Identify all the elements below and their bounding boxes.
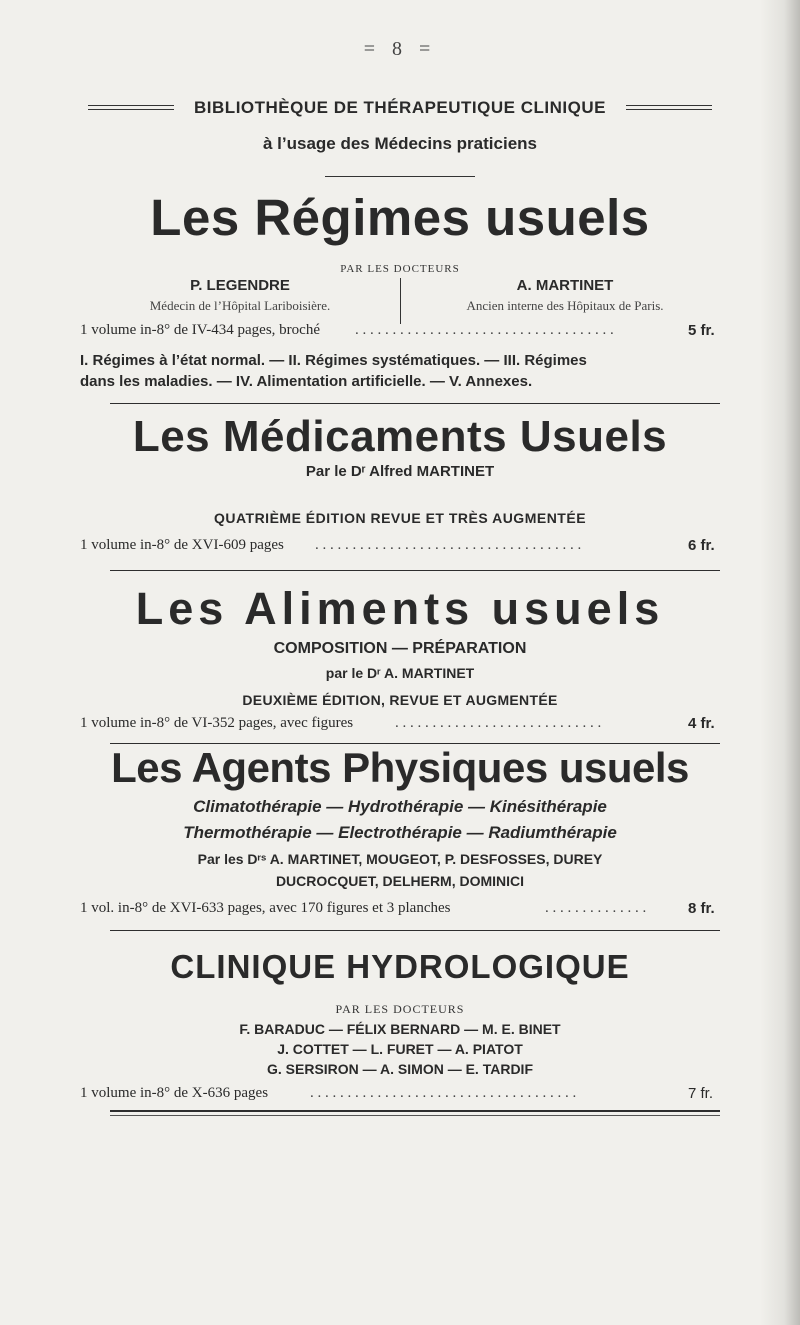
book-volume-aliments: 1 volume in-8° de VI-352 pages, avec figures <box>80 715 354 731</box>
series-title: BIBLIOTHÈQUE DE THÉRAPEUTIQUE CLINIQUE <box>194 98 606 117</box>
page-number: = 8 = <box>363 38 437 60</box>
header-double-rule-right <box>626 105 712 110</box>
book-price-aliments: 4 fr. <box>688 715 715 732</box>
book-authors-clinique-line1: F. BARADUC — FÉLIX BERNARD — M. E. BINET <box>239 1021 561 1037</box>
header-short-rule <box>325 176 475 177</box>
book-edition-aliments: DEUXIÈME ÉDITION, REVUE ET AUGMENTÉE <box>242 692 558 708</box>
book-authors-agents-line1: Par les Dʳˢ A. MARTINET, MOUGEOT, P. DESFOSSES, DUREY <box>197 851 603 867</box>
author-right-name: A. MARTINET <box>516 277 614 294</box>
book-volume-clinique: 1 volume in-8° de X-636 pages <box>80 1085 269 1101</box>
book-title-medicaments: Les Médicaments Usuels <box>132 412 668 461</box>
section-rule <box>110 930 720 931</box>
book-title-aliments: Les Aliments usuels <box>135 583 665 634</box>
book-price-agents: 8 fr. <box>688 900 715 917</box>
book-title-regimes: Les Régimes usuels <box>150 189 650 246</box>
book-price-clinique: 7 fr. <box>688 1085 714 1102</box>
leader-dots: . . . . . . . . . . . . . . <box>545 900 647 916</box>
book-volume-regimes: 1 volume in-8° de IV-434 pages, broché <box>80 322 320 338</box>
book-title-clinique: CLINIQUE HYDROLOGIQUE <box>170 948 630 985</box>
book-authors-intro-clinique: PAR LES DOCTEURS <box>335 1002 465 1016</box>
leader-dots: . . . . . . . . . . . . . . . . . . . . . . . . . . . . . . . . . . . <box>355 322 614 338</box>
series-subtitle: à l’usage des Médecins praticiens <box>262 134 537 153</box>
book-byline-medicaments: Par le Dʳ Alfred MARTINET <box>305 463 495 480</box>
book-price-regimes: 5 fr. <box>688 322 715 339</box>
book-topics-line1: Climatothérapie — Hydrothérapie — Kinésithérapie <box>193 797 607 816</box>
book-price-medicaments: 6 fr. <box>688 537 715 554</box>
footer-rule-thin <box>110 1115 720 1116</box>
author-left-role: Médecin de l’Hôpital Lariboisière. <box>149 298 331 313</box>
author-right-role: Ancien interne des Hôpitaux de Paris. <box>466 298 664 313</box>
section-rule <box>110 403 720 404</box>
book-authors-clinique-line3: G. SERSIRON — A. SIMON — E. TARDIF <box>266 1061 533 1077</box>
footer-rule <box>110 1110 720 1112</box>
book-authors-agents-line2: DUCROCQUET, DELHERM, DOMINICI <box>275 873 525 889</box>
book-volume-medicaments: 1 volume in-8° de XVI-609 pages <box>80 537 284 553</box>
book-authors-intro: PAR LES DOCTEURS <box>340 263 460 275</box>
book-edition-medicaments: QUATRIÈME ÉDITION REVUE ET TRÈS AUGMENTÉE <box>213 510 587 526</box>
book-topics-line2: Thermothérapie — Electrothérapie — Radiumthérapie <box>183 823 617 842</box>
section-rule <box>110 570 720 571</box>
book-contents-line2: dans les maladies. — IV. Alimentation artificielle. — V. Annexes. <box>80 373 533 390</box>
book-title-agents: Les Agents Physiques usuels <box>111 744 689 791</box>
book-byline-aliments: par le Dʳ A. MARTINET <box>325 665 475 681</box>
book-subtitle-aliments: COMPOSITION — PRÉPARATION <box>273 640 527 657</box>
book-authors-clinique-line2: J. COTTET — L. FURET — A. PIATOT <box>277 1041 523 1057</box>
author-left-name: P. LEGENDRE <box>190 277 290 294</box>
book-contents-line1: I. Régimes à l’état normal. — II. Régimes systématiques. — III. Régimes <box>80 352 587 369</box>
leader-dots: . . . . . . . . . . . . . . . . . . . . . . . . . . . . . . . . . . . . <box>315 537 582 553</box>
book-volume-agents: 1 vol. in-8° de XVI-633 pages, avec 170 figures et 3 planches <box>80 900 451 916</box>
leader-dots: . . . . . . . . . . . . . . . . . . . . . . . . . . . . <box>395 715 602 731</box>
leader-dots: . . . . . . . . . . . . . . . . . . . . . . . . . . . . . . . . . . . . <box>310 1085 577 1101</box>
authors-divider <box>400 278 401 324</box>
